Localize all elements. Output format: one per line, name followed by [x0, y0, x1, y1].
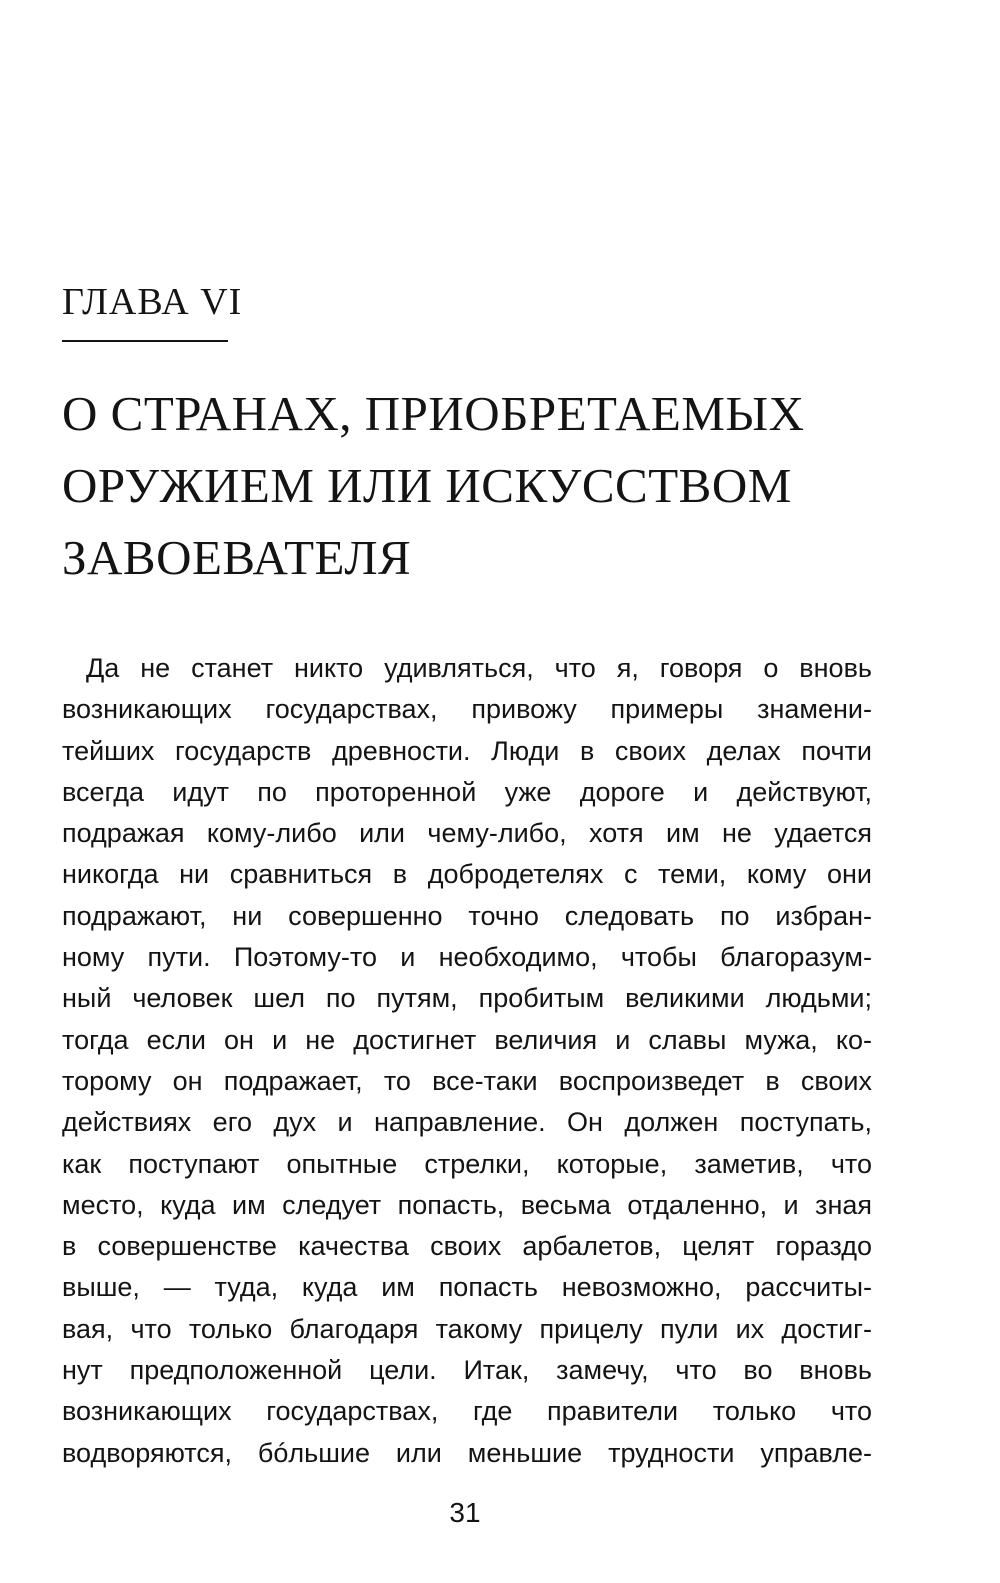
text-line: тогда если он и не достигнет величия и славы мужа, ко- [62, 1024, 872, 1055]
text-line: действиях его дух и направление. Он должен поступать, [62, 1107, 872, 1138]
text-line: место, куда им следует попасть, весьма отдаленно, и зная [62, 1189, 872, 1220]
text-line: всегда идут по проторенной уже дороге и действуют, [62, 776, 872, 807]
text-line: подражая кому-либо или чему-либо, хотя им не удается [62, 818, 872, 849]
text-line: тейших государств древности. Люди в своих делах почти [62, 735, 872, 766]
text-line: ному пути. Поэтому-то и необходимо, чтобы благоразум- [62, 942, 872, 973]
chapter-title-line: О СТРАНАХ, ПРИОБРЕТАЕМЫХ [62, 386, 805, 441]
text-line: никогда ни сравниться в добродетелях с теми, кому они [62, 859, 872, 890]
body-paragraph [62, 648, 872, 1474]
text-line: возникающих государствах, где правители только что [62, 1396, 872, 1427]
text-line: торому он подражает, то все-таки воспроизведет в своих [62, 1065, 872, 1096]
chapter-title-line: ОРУЖИЕМ ИЛИ ИСКУССТВОМ [62, 458, 792, 513]
text-line: нут предположенной цели. Итак, замечу, что во вновь [62, 1355, 872, 1386]
chapter-label: ГЛАВА VI [62, 281, 243, 323]
text-line: подражают, ни совершенно точно следовать по избран- [62, 900, 872, 931]
text-line: в совершенстве качества своих арбалетов, целят гораздо [62, 1231, 872, 1262]
text-line: как поступают опытные стрелки, которые, заметив, что [62, 1148, 872, 1179]
text-line: ный человек шел по путям, пробитым великими людьми; [62, 983, 872, 1014]
text-line: вая, что только благодаря такому прицелу пули их достиг- [62, 1313, 872, 1344]
text-line: водворяются, бóльшие или меньшие трудности управле- [62, 1437, 872, 1468]
text-line: Да не станет никто удивляться, что я, говоря о вновь [86, 653, 872, 683]
text-line: выше, — туда, куда им попасть невозможно, рассчиты- [62, 1272, 872, 1303]
chapter-title-line: ЗАВОЕВАТЕЛЯ [62, 530, 412, 585]
page-number: 31 [449, 1497, 481, 1528]
chapter-title [62, 378, 942, 594]
chapter-underline [62, 340, 228, 342]
text-line: возникающих государствах, привожу примеры знамени- [62, 694, 872, 725]
